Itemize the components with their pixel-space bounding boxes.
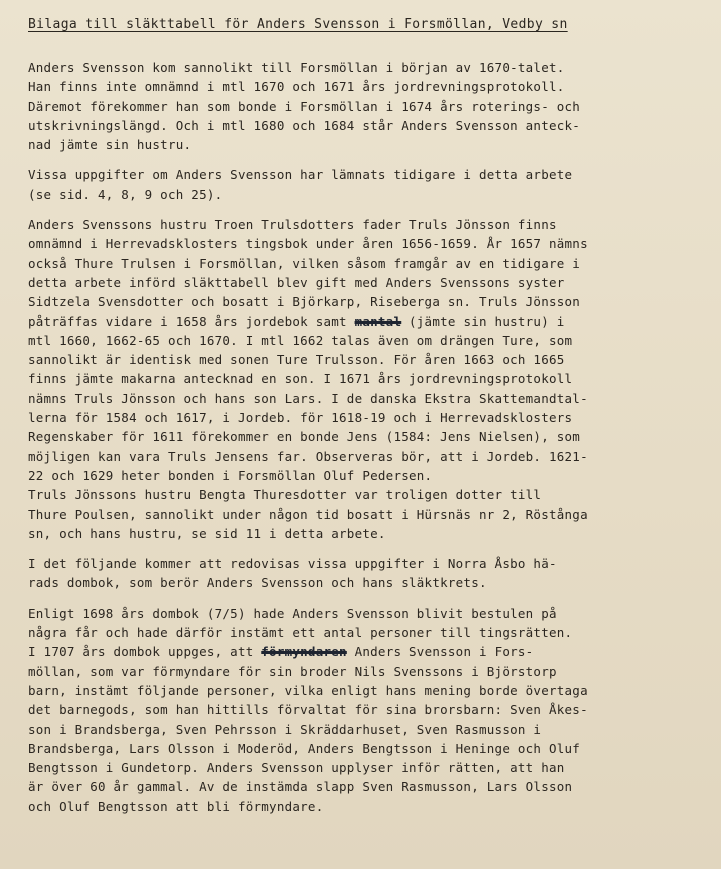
text-line-with-strike: påträffas vidare i 1658 års jordebok samt mantal (jämte sin hustru) i — [28, 313, 565, 329]
paragraph-court-records-intro — [28, 554, 707, 593]
paragraph-court-records — [28, 604, 707, 816]
text-line: Truls Jönssons hustru Bengta Thuresdotter var troligen dotter till — [28, 487, 542, 503]
text-line: möjligen kan vara Truls Jensens far. Observeras bör, att i Jordeb. 1621- — [28, 448, 588, 464]
text-line: är över 60 år gammal. Av de instämda slapp Sven Rasmusson, Lars Olsson — [28, 779, 573, 795]
text-line: detta arbete införd släkttabell blev gift med Anders Svenssons syster — [28, 274, 565, 290]
text-line: utskrivningslängd. Och i mtl 1680 och 1684 står Anders Svensson anteck- — [28, 117, 581, 133]
struck-out-word: mantal — [354, 313, 402, 329]
text-line: några får och hade därför instämt ett antal personer till tingsrätten. — [28, 625, 573, 641]
text-line: (se sid. 4, 8, 9 och 25). — [28, 186, 223, 202]
text-line: Han finns inte omnämnd i mtl 1670 och 1671 års jordrevningsprotokoll. — [28, 79, 565, 95]
text-line: sn, och hans hustru, se sid 11 i detta arbete. — [28, 525, 386, 541]
text-line: I det följande kommer att redovisas vissa uppgifter i Norra Åsbo hä- — [28, 556, 557, 572]
text-line: Vissa uppgifter om Anders Svensson har lämnats tidigare i detta arbete — [28, 167, 573, 183]
text-line: och Oluf Bengtsson att bli förmyndare. — [28, 798, 324, 814]
text-line: Thure Poulsen, sannolikt under någon tid bosatt i Hürsnäs nr 2, Röstånga — [28, 506, 588, 522]
paragraph-wife-family — [28, 215, 707, 543]
text-line: också Thure Trulsen i Forsmöllan, vilken såsom framgår av en tidigare i — [28, 255, 581, 271]
text-line: rads dombok, som berör Anders Svensson och hans släktkrets. — [28, 575, 487, 591]
text-line: omnämnd i Herrevadsklosters tingsbok under åren 1656-1659. År 1657 nämns — [28, 236, 588, 252]
struck-out-word: förmyndaren — [261, 644, 347, 660]
text-line: det barnegods, som han hittills förvaltat för sina brorsbarn: Sven Åkes- — [28, 702, 588, 718]
text-line: Enligt 1698 års dombok (7/5) hade Anders Svensson blivit bestulen på — [28, 605, 557, 621]
text-line: Däremot förekommer han som bonde i Forsmöllan i 1674 års roterings- och — [28, 98, 581, 114]
text-line-with-strike: I 1707 års dombok uppges, att förmyndaren Anders Svensson i Fors- — [28, 644, 534, 660]
paragraph-arrival — [28, 58, 707, 154]
text-line: möllan, som var förmyndare för sin broder Nils Svenssons i Björstorp — [28, 663, 557, 679]
text-line: nad jämte sin hustru. — [28, 137, 192, 153]
text-line: nämns Truls Jönsson och hans son Lars. I de danska Ekstra Skattemandtal- — [28, 390, 588, 406]
document-heading: Bilaga till släkttabell för Anders Svensson i Forsmöllan, Vedby sn — [28, 17, 568, 32]
text-line: mtl 1660, 1662-65 och 1670. I mtl 1662 talas även om drängen Ture, som — [28, 332, 573, 348]
paragraph-references — [28, 165, 707, 204]
text-line: 22 och 1629 heter bonden i Forsmöllan Oluf Pedersen. — [28, 467, 433, 483]
text-line: sannolikt är identisk med sonen Ture Trulsson. För åren 1663 och 1665 — [28, 352, 565, 368]
text-line: Anders Svenssons hustru Troen Trulsdotters fader Truls Jönsson finns — [28, 217, 557, 233]
text-line: Anders Svensson kom sannolikt till Forsmöllan i början av 1670-talet. — [28, 60, 565, 75]
text-line: Bengtsson i Gundetorp. Anders Svensson upplyser inför rätten, att han — [28, 760, 565, 776]
text-line: finns jämte makarna antecknad en son. I 1671 års jordrevningsprotokoll — [28, 371, 573, 387]
text-line: Regenskaber för 1611 förekommer en bonde Jens (1584: Jens Nielsen), som — [28, 429, 581, 445]
text-line: Brandsberga, Lars Olsson i Moderöd, Anders Bengtsson i Heninge och Oluf — [28, 740, 581, 756]
text-line: Sidtzela Svensdotter och bosatt i Björkarp, Riseberga sn. Truls Jönsson — [28, 294, 581, 310]
text-line: barn, instämt följande personer, vilka enligt hans mening borde övertaga — [28, 682, 588, 698]
text-line: lerna för 1584 och 1617, i Jordeb. för 1618-19 och i Herrevadsklosters — [28, 410, 573, 426]
text-line: son i Brandsberga, Sven Pehrsson i Skräddarhuset, Sven Rasmusson i — [28, 721, 542, 737]
